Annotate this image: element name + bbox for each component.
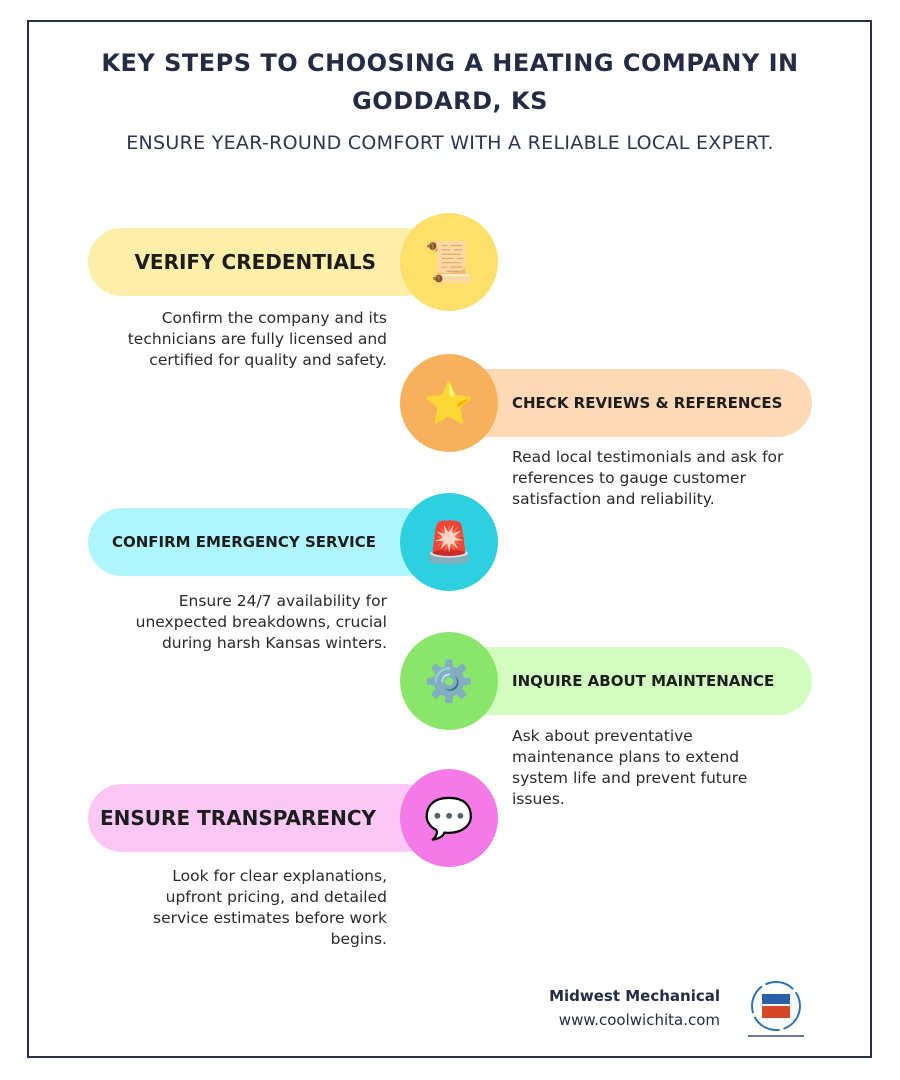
step-pill [88, 508, 438, 576]
star-icon: ⭐ [424, 380, 474, 427]
step-description: Confirm the company and its technicians are fully licensed and certified for quality and safety. [127, 309, 387, 369]
brand-name: Midwest Mechanical [549, 987, 720, 1005]
step-title: CONFIRM EMERGENCY SERVICE [111, 533, 376, 551]
step-title: ENSURE TRANSPARENCY [100, 806, 376, 830]
step-title: VERIFY CREDENTIALS [134, 250, 376, 274]
step-pill [450, 647, 812, 715]
step-icon-circle [400, 769, 498, 867]
page-subtitle: ENSURE YEAR-ROUND COMFORT WITH A RELIABLE LOCAL EXPERT. [126, 132, 774, 154]
midwest-mechanical-logo [746, 978, 806, 1038]
brand-url[interactable]: www.coolwichita.com [558, 1011, 720, 1029]
step-description: Look for clear explanations, upfront pricing, and detailed service estimates before work begins. [153, 867, 387, 948]
step-icon-circle [400, 354, 498, 452]
step-icon-circle [400, 493, 498, 591]
step-description: Ensure 24/7 availability for unexpected breakdowns, crucial during harsh Kansas winters. [135, 592, 387, 652]
gear-icon: ⚙️ [424, 658, 474, 705]
step-pill [450, 369, 812, 437]
step-title: INQUIRE ABOUT MAINTENANCE [512, 672, 775, 690]
step-title: CHECK REVIEWS & REFERENCES [512, 394, 783, 412]
page-title: KEY STEPS TO CHOOSING A HEATING COMPANY IN GODDARD, KS [101, 49, 799, 115]
step-pill [88, 228, 438, 296]
step-description: Ask about preventative maintenance plans to extend system life and prevent future issues. [512, 727, 748, 808]
step-description: Read local testimonials and ask for references to gauge customer satisfaction and reliability. [512, 448, 784, 508]
brand-block [549, 987, 720, 1029]
speech-bubble-icon: 💬 [424, 795, 474, 842]
siren-icon: 🚨 [424, 519, 474, 566]
step-icon-circle [400, 632, 498, 730]
step-pill [88, 784, 438, 852]
scroll-icon: 📜 [424, 239, 474, 286]
step-icon-circle [400, 213, 498, 311]
